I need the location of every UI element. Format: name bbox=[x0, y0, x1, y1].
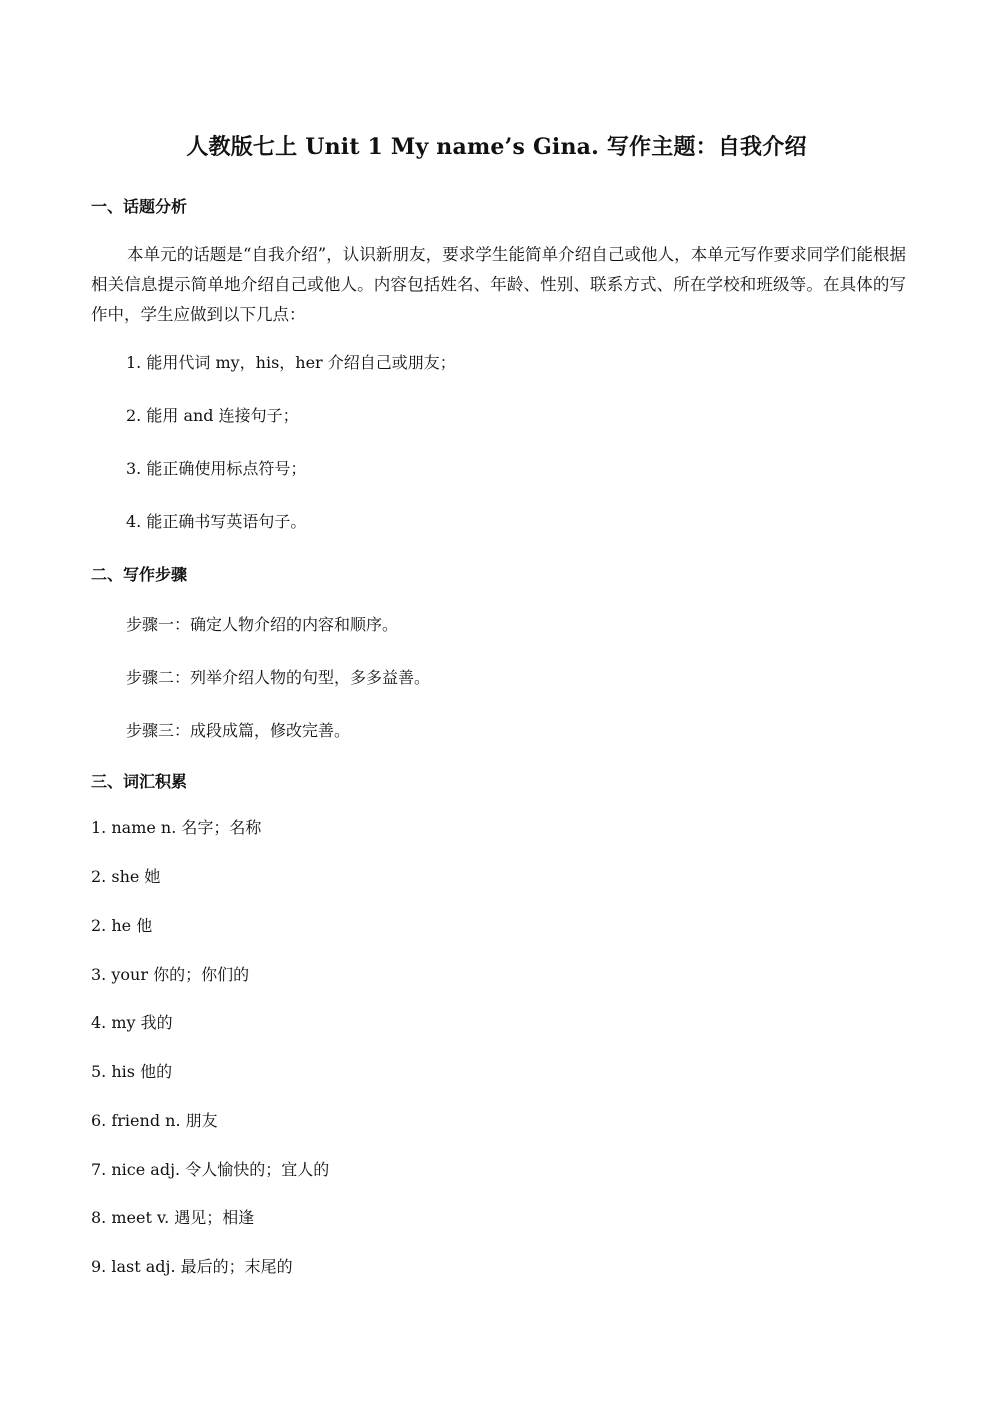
vocab-item: 5. his 他的 bbox=[91, 1062, 173, 1081]
writing-point: 1. 能用代词 my，his，her 介绍自己或朋友； bbox=[126, 353, 456, 372]
writing-point: 4. 能正确书写英语句子。 bbox=[126, 512, 307, 531]
vocab-item: 3. your 你的；你们的 bbox=[91, 965, 250, 984]
vocab-item: 4. my 我的 bbox=[91, 1013, 173, 1032]
vocab-item: 2. he 他 bbox=[91, 916, 153, 935]
writing-step: 步骤二：列举介绍人物的句型，多多益善。 bbox=[126, 668, 431, 687]
topic-analysis-paragraph: 本单元的话题是“自我介绍”，认识新朋友，要求学生能简单介绍自己或他人，本单元写作要求同学们能根据相关信息提示简单地介绍自己或他人。内容包括姓名、年龄、性别、联系方式、所在学校和班级等。在具体的写作中，学生应做到以下几点： bbox=[91, 245, 906, 324]
writing-point: 3. 能正确使用标点符号； bbox=[126, 459, 307, 478]
section-heading-writing-steps: 二、写作步骤 bbox=[91, 565, 188, 584]
vocab-item: 1. name n. 名字；名称 bbox=[91, 818, 262, 837]
vocab-item: 6. friend n. 朋友 bbox=[91, 1111, 218, 1130]
section-heading-vocabulary: 三、词汇积累 bbox=[91, 772, 188, 791]
writing-step: 步骤一：确定人物介绍的内容和顺序。 bbox=[126, 615, 399, 634]
vocab-item: 9. last adj. 最后的；末尾的 bbox=[91, 1257, 293, 1276]
vocab-item: 7. nice adj. 令人愉快的；宜人的 bbox=[91, 1160, 330, 1179]
vocab-item: 8. meet v. 遇见；相逢 bbox=[91, 1208, 255, 1227]
vocab-item: 2. she 她 bbox=[91, 867, 161, 886]
section-heading-topic-analysis: 一、话题分析 bbox=[91, 197, 188, 216]
writing-point: 2. 能用 and 连接句子； bbox=[126, 406, 299, 425]
writing-step: 步骤三：成段成篇，修改完善。 bbox=[126, 721, 351, 740]
page-title: 人教版七上 Unit 1 My name’s Gina. 写作主题：自我介绍 bbox=[186, 134, 807, 160]
